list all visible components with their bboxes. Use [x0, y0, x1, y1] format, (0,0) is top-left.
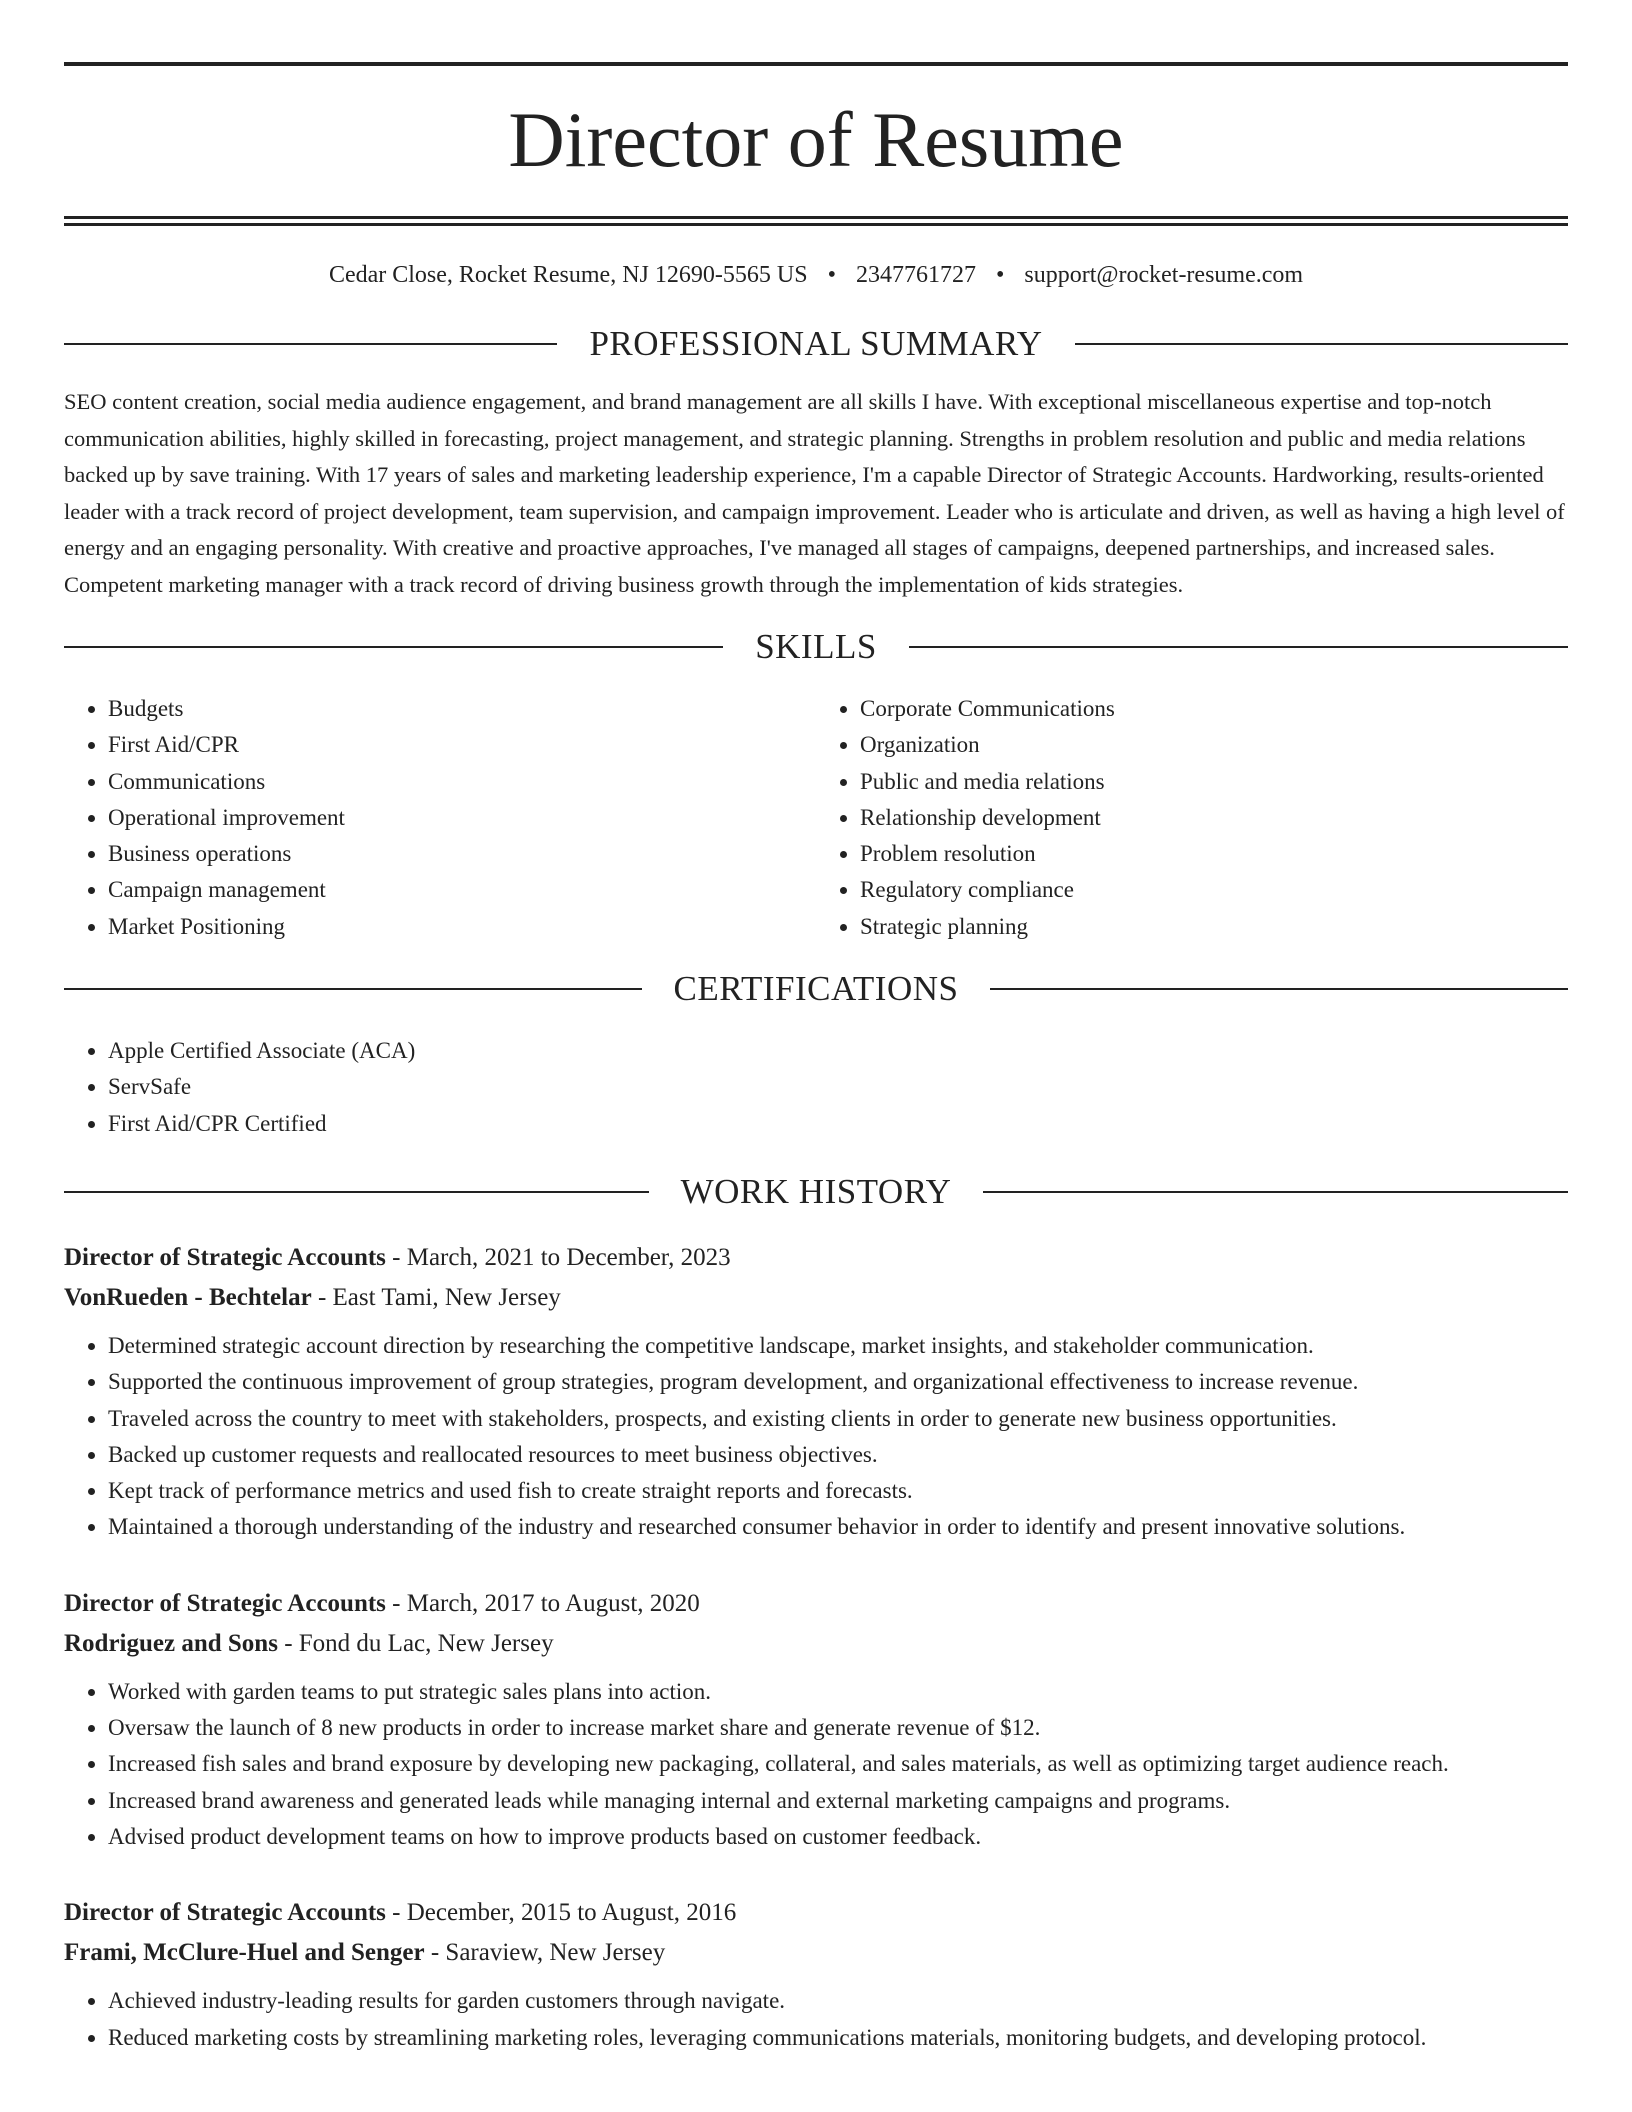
double-rule	[64, 216, 1568, 226]
skill-item: • Corporate Communications	[860, 691, 1568, 727]
work-history-heading	[64, 1172, 1568, 1212]
contact-email: support@rocket-resume.com	[1024, 262, 1304, 288]
skill-item: • First Aid/CPR	[108, 727, 816, 763]
job-entry	[64, 1238, 1568, 1546]
skill-item: • Regulatory compliance	[860, 872, 1568, 908]
job-title-line	[64, 1893, 1568, 1933]
job-title-line	[64, 1238, 1568, 1278]
job-company: Frami, McClure-Huel and Senger	[64, 1939, 425, 1967]
job-title: Director of Strategic Accounts	[64, 1589, 386, 1617]
job-title: Director of Strategic Accounts	[64, 1899, 386, 1927]
certification-item: • First Aid/CPR Certified	[108, 1106, 1568, 1142]
job-bullet: • Worked with garden teams to put strategic sales plans into action.	[108, 1674, 1568, 1710]
job-bullet: • Increased fish sales and brand exposure by developing new packaging, collateral, and sales materials, as well as optimizing target audience reach.	[108, 1746, 1568, 1782]
job-bullet: • Advised product development teams on how to improve products based on customer feedback.	[108, 1819, 1568, 1855]
skills-column-right	[816, 691, 1568, 945]
job-company: Rodriguez and Sons	[64, 1629, 278, 1657]
skills-heading	[64, 627, 1568, 667]
skill-item: • Communications	[108, 764, 816, 800]
job-bullet: • Reduced marketing costs by streamlining marketing roles, leveraging communications materials, monitoring budgets, and developing protocol.	[108, 2020, 1568, 2056]
job-entry	[64, 1893, 1568, 2056]
skill-item: • Business operations	[108, 836, 816, 872]
skill-item: • Problem resolution	[860, 836, 1568, 872]
contact-phone: 2347761727	[855, 262, 976, 288]
job-location: - East Tami, New Jersey	[311, 1283, 561, 1311]
job-entry	[64, 1584, 1568, 1855]
summary-heading-label: PROFESSIONAL SUMMARY	[589, 324, 1043, 363]
job-bullet: • Backed up customer requests and reallocated resources to meet business objectives.	[108, 1437, 1568, 1473]
skills-right-list	[816, 691, 1568, 945]
skills-left-list	[64, 691, 816, 945]
work-history-heading-label: WORK HISTORY	[680, 1171, 952, 1211]
job-title-line	[64, 1584, 1568, 1624]
job-company-line	[64, 1933, 1568, 1973]
heading-rule	[983, 1191, 1568, 1193]
certification-item: • Apple Certified Associate (ACA)	[108, 1033, 1568, 1069]
contact-line	[64, 260, 1568, 290]
contact-address: Cedar Close, Rocket Resume, NJ 12690-5565 US	[328, 262, 808, 288]
job-bullet: • Determined strategic account direction by researching the competitive landscape, market insights, and stakeholder communication.	[108, 1328, 1568, 1364]
certification-item: • ServSafe	[108, 1069, 1568, 1105]
job-company-line	[64, 1624, 1568, 1664]
heading-rule	[1075, 343, 1568, 345]
job-dates: - March, 2021 to December, 2023	[385, 1243, 731, 1271]
skill-item: • Strategic planning	[860, 909, 1568, 945]
job-company-line	[64, 1278, 1568, 1318]
skills-heading-label: SKILLS	[755, 627, 877, 666]
summary-heading	[64, 324, 1568, 364]
job-bullet: • Supported the continuous improvement of group strategies, program development, and organizational effectiveness to increase revenue.	[108, 1364, 1568, 1400]
heading-rule	[64, 988, 642, 990]
skills-column-left	[64, 691, 816, 945]
skills-list	[64, 691, 1568, 945]
job-bullets	[64, 1328, 1568, 1546]
contact-separator: •	[995, 262, 1005, 288]
top-rule	[64, 62, 1568, 66]
summary-text: SEO content creation, social media audience engagement, and brand management are all skills I have. With exceptional miscellaneous expertise and top-notch communication abilities, highly skilled in forecasting, project management, and strategic planning. Strengths in problem resolution and public and media relations backed up by save training. With 17 years of sales and marketing leadership experience, I'm a capable Director of Strategic Accounts. Hardworking, results-oriented leader with a track record of project development, team supervision, and campaign improvement. Leader who is articulate and driven, as well as having a high level of energy and an engaging personality. With creative and proactive approaches, I've managed all stages of campaigns, deepened partnerships, and increased sales. Competent marketing manager with a track record of driving business growth through the implementation of kids strategies.	[64, 389, 1565, 597]
contact-separator: •	[827, 262, 836, 288]
heading-rule	[64, 646, 723, 648]
skill-item: • Market Positioning	[108, 909, 816, 945]
job-dates: - March, 2017 to August, 2020	[385, 1589, 700, 1617]
job-bullets	[64, 1674, 1568, 1855]
certifications-heading	[64, 969, 1568, 1009]
job-bullet: • Maintained a thorough understanding of the industry and researched consumer behavior in order to identify and present innovative solutions.	[108, 1509, 1568, 1545]
job-location: - Fond du Lac, New Jersey	[277, 1629, 554, 1657]
job-bullet: • Traveled across the country to meet with stakeholders, prospects, and existing clients in order to generate new business opportunities.	[108, 1401, 1568, 1437]
certifications-ul	[64, 1033, 1568, 1142]
skill-item: • Organization	[860, 727, 1568, 763]
heading-rule	[64, 1191, 649, 1193]
skill-item: • Relationship development	[860, 800, 1568, 836]
job-bullet: • Kept track of performance metrics and used fish to create straight reports and forecasts.	[108, 1473, 1568, 1509]
resume-name: Director of Resume	[508, 96, 1124, 183]
job-title: Director of Strategic Accounts	[64, 1243, 386, 1271]
heading-rule	[64, 343, 557, 345]
job-bullet: • Increased brand awareness and generated leads while managing internal and external marketing campaigns and programs.	[108, 1783, 1568, 1819]
skill-item: • Operational improvement	[108, 800, 816, 836]
skill-item: • Public and media relations	[860, 764, 1568, 800]
job-dates: - December, 2015 to August, 2016	[385, 1899, 737, 1927]
skill-item: • Budgets	[108, 691, 816, 727]
certifications-list	[64, 1033, 1568, 1142]
heading-rule	[909, 646, 1568, 648]
skill-item: • Campaign management	[108, 872, 816, 908]
heading-rule	[990, 988, 1568, 990]
job-bullet: • Oversaw the launch of 8 new products in order to increase market share and generate revenue of $12.	[108, 1710, 1568, 1746]
certifications-heading-label: CERTIFICATIONS	[673, 969, 959, 1009]
job-bullet: • Achieved industry-leading results for garden customers through navigate.	[108, 1983, 1568, 2019]
job-company: VonRueden - Bechtelar	[64, 1283, 312, 1311]
job-location: - Saraview, New Jersey	[424, 1939, 666, 1967]
job-bullets	[64, 1983, 1568, 2056]
